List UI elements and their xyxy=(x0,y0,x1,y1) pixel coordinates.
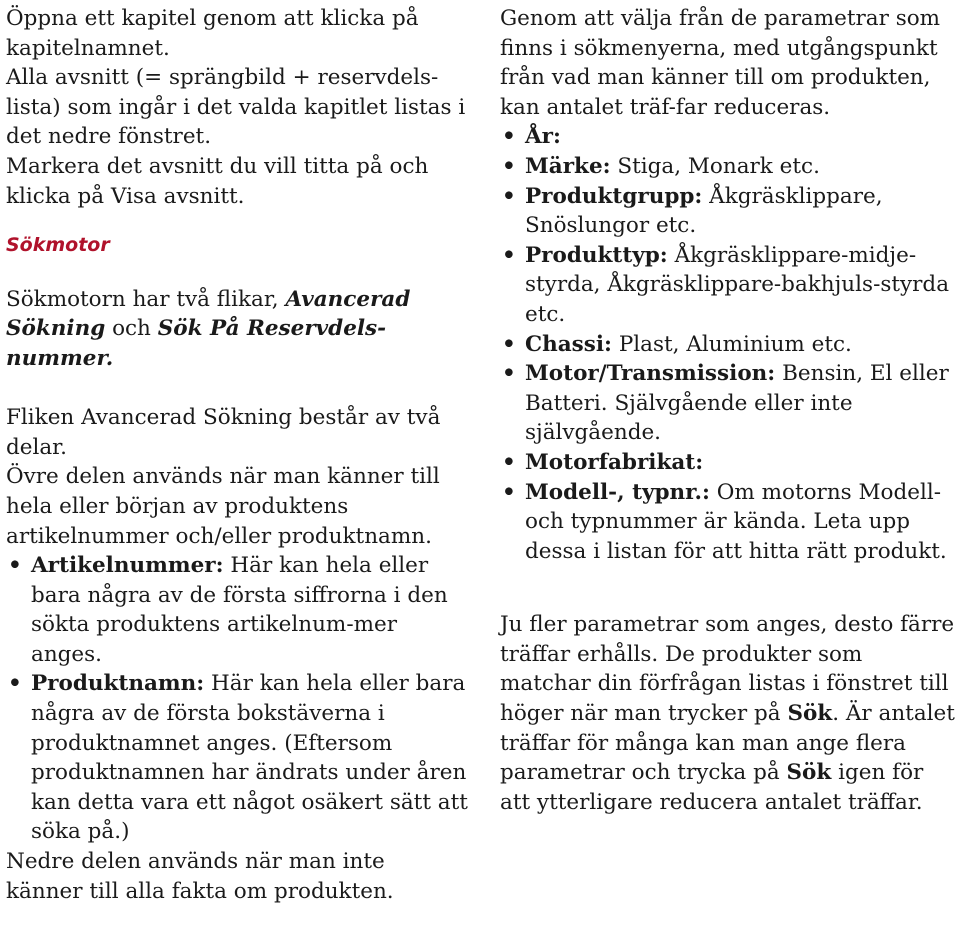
bullet-modell-typnr xyxy=(500,478,958,567)
bullet-text: Här kan hela eller bara några av de första bokstäverna i produktnamnet anges. (Eftersom produktnamnen har ändrats under åren kan detta vara ett något osäkert sätt att söka på.) xyxy=(31,671,468,845)
bullet-ar xyxy=(500,122,958,152)
bullet-term: Produktgrupp: xyxy=(525,183,703,209)
intro-line-2: Alla avsnitt (= sprängbild + reservdels-lista) som ingår i det valda kapitlet listas i det nedre fönstret. xyxy=(6,65,466,150)
bullet-chassi xyxy=(500,330,958,360)
bullet-term: Artikelnummer: xyxy=(31,553,224,579)
bullet-motorfabrikat xyxy=(500,448,958,478)
bullet-produkttyp xyxy=(500,241,958,330)
bullet-term: Produktnamn: xyxy=(31,671,205,697)
sok-term: Sök xyxy=(786,760,832,786)
tabs-para-pre: Sökmotorn har två flikar, xyxy=(6,286,286,312)
bullet-text: Åkgräsklippare, Snöslungor etc. xyxy=(525,183,883,239)
bullet-term: Motorfabrikat: xyxy=(525,449,704,475)
bullet-motor-transmission xyxy=(500,359,958,448)
sok-term: Sök xyxy=(787,701,833,727)
right-column xyxy=(500,4,958,817)
bullet-produktgrupp xyxy=(500,182,958,241)
final-text-3: igen för att ytterligare reducera antalet träffar. xyxy=(500,760,924,815)
right-intro-paragraph: Genom att välja från de parametrar som finns i sökmenyerna, med utgångspunkt från vad man känner till om produkten, kan antalet träf-far reduceras. xyxy=(500,6,941,120)
final-paragraph xyxy=(500,610,958,817)
intro-line-1: Öppna ett kapitel genom att klicka på kapitelnamnet. xyxy=(6,6,419,61)
lower-part-paragraph: Nedre delen används när man inte känner till alla fakta om produkten. xyxy=(6,849,394,904)
tab-name-avancerad: Avancerad Sökning xyxy=(6,286,411,342)
bullet-text: Om motorns Modell-och typnummer är kända. Leta upp dessa i listan för att hitta rätt produkt. xyxy=(525,479,947,564)
bullet-term: Motor/Transmission: xyxy=(525,361,776,387)
final-text-2: . Är antalet träffar för många kan man ange flera parametrar och trycka på xyxy=(500,701,955,786)
final-text-1: Ju fler parametrar som anges, desto färre träffar erhålls. De produkter som matchar din förfrågan listas i fönstret till höger när man trycker på xyxy=(500,612,955,727)
intro-line-3: Markera det avsnitt du vill titta på och klicka på Visa avsnitt. xyxy=(6,153,429,209)
bullet-marke xyxy=(500,152,958,182)
bullet-term: Chassi: xyxy=(525,331,612,357)
bullet-term: Märke: xyxy=(525,153,611,179)
tabs-para-mid: och xyxy=(105,316,158,342)
bullet-text: Plast, Aluminium etc. xyxy=(612,331,852,357)
bullet-produktnamn xyxy=(6,669,468,847)
upper-part-paragraph: Övre delen används när man känner till hela eller början av produktens artikelnummer och/eller produktnamn. xyxy=(6,464,440,549)
bullet-text: Åkgräsklippare-midje-styrda, Åkgräsklippare-bakhjuls-styrda etc. xyxy=(525,242,950,327)
bullet-term: År: xyxy=(525,124,561,150)
fliken-paragraph: Fliken Avancerad Sökning består av två delar. xyxy=(6,405,441,460)
tab-name-sok-pa-reservdelsnummer: Sök På Reservdels-nummer. xyxy=(6,316,387,371)
bullet-text: Här kan hela eller bara några av de första siffrorna i den sökta produktens artikelnum-mer anges. xyxy=(31,553,448,667)
left-column xyxy=(6,4,468,906)
bullet-artikelnummer xyxy=(6,551,468,669)
bullet-text: Bensin, El eller Batteri. Självgående eller inte självgående. xyxy=(525,361,949,446)
bullet-term: Modell-, typnr.: xyxy=(525,479,710,505)
section-heading-sokmotor: Sökmotor xyxy=(6,234,110,257)
bullet-text: Stiga, Monark etc. xyxy=(610,153,820,179)
tabs-paragraph xyxy=(6,285,468,374)
parameter-bullet-list xyxy=(500,122,958,566)
left-bullet-list xyxy=(6,551,468,847)
bullet-term: Produkttyp: xyxy=(525,242,668,268)
